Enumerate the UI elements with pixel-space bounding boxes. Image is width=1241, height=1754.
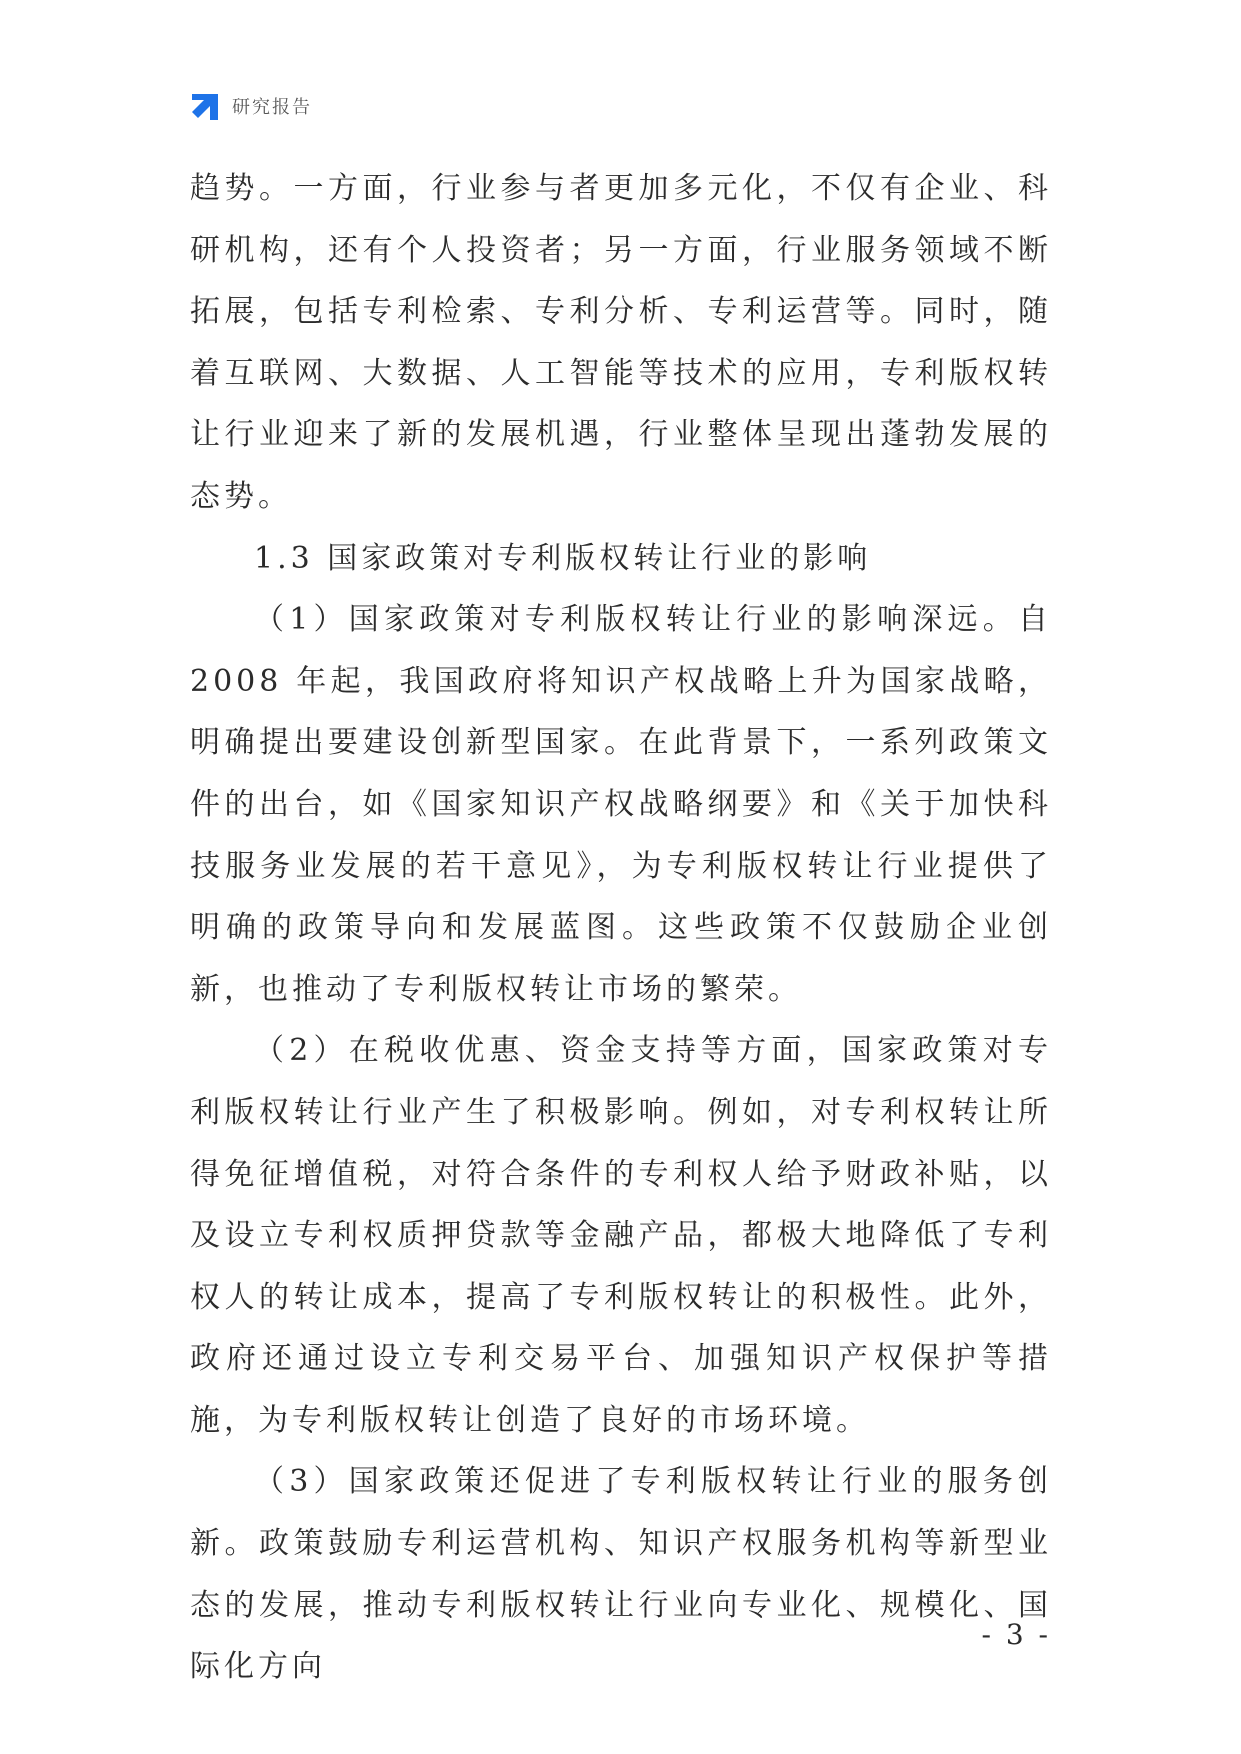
paragraph-continuation: 趋势。一方面，行业参与者更加多元化，不仅有企业、科研机构，还有个人投资者；另一方面，行业服务领域不断拓展，包括专利检索、专利分析、专利运营等。同时，随着互联网、大数据、人工智能等技术的应用，专利版权转让行业迎来了新的发展机遇，行业整体呈现出蓬勃发展的态势。 <box>190 171 1052 514</box>
section-heading: 1.3 国家政策对专利版权转让行业的影响 <box>254 540 872 576</box>
paragraph-2: （2）在税收优惠、资金支持等方面，国家政策对专利版权转让行业产生了积极影响。例如，对专利权转让所得免征增值税，对符合条件的专利权人给予财政补贴，以及设立专利权质押贷款等金融产品，都极大地降低了专利权人的转让成本，提高了专利版权转让的积极性。此外，政府还通过设立专利交易平台、加强知识产权保护等措施，为专利版权转让创造了良好的市场环境。 <box>190 1033 1052 1438</box>
header-label: 研究报告 <box>232 97 312 118</box>
document-body <box>190 158 1052 1698</box>
arrow-logo-icon <box>190 90 222 122</box>
paragraph-3: （3）国家政策还促进了专利版权转让行业的服务创新。政策鼓励专利运营机构、知识产权服务机构等新型业态的发展，推动专利版权转让行业向专业化、规模化、国际化方向 <box>190 1464 1052 1685</box>
paragraph-1: （1）国家政策对专利版权转让行业的影响深远。自 2008 年起，我国政府将知识产权战略上升为国家战略，明确提出要建设创新型国家。在此背景下，一系列政策文件的出台，如《国家知识产权战略纲要》和《关于加快科技服务业发展的若干意见》，为专利版权转让行业提供了明确的政策导向和发展蓝图。这些政策不仅鼓励企业创新，也推动了专利版权转让市场的繁荣。 <box>190 602 1052 1007</box>
page-header <box>190 88 312 124</box>
page-number: - 3 - <box>981 1618 1051 1651</box>
